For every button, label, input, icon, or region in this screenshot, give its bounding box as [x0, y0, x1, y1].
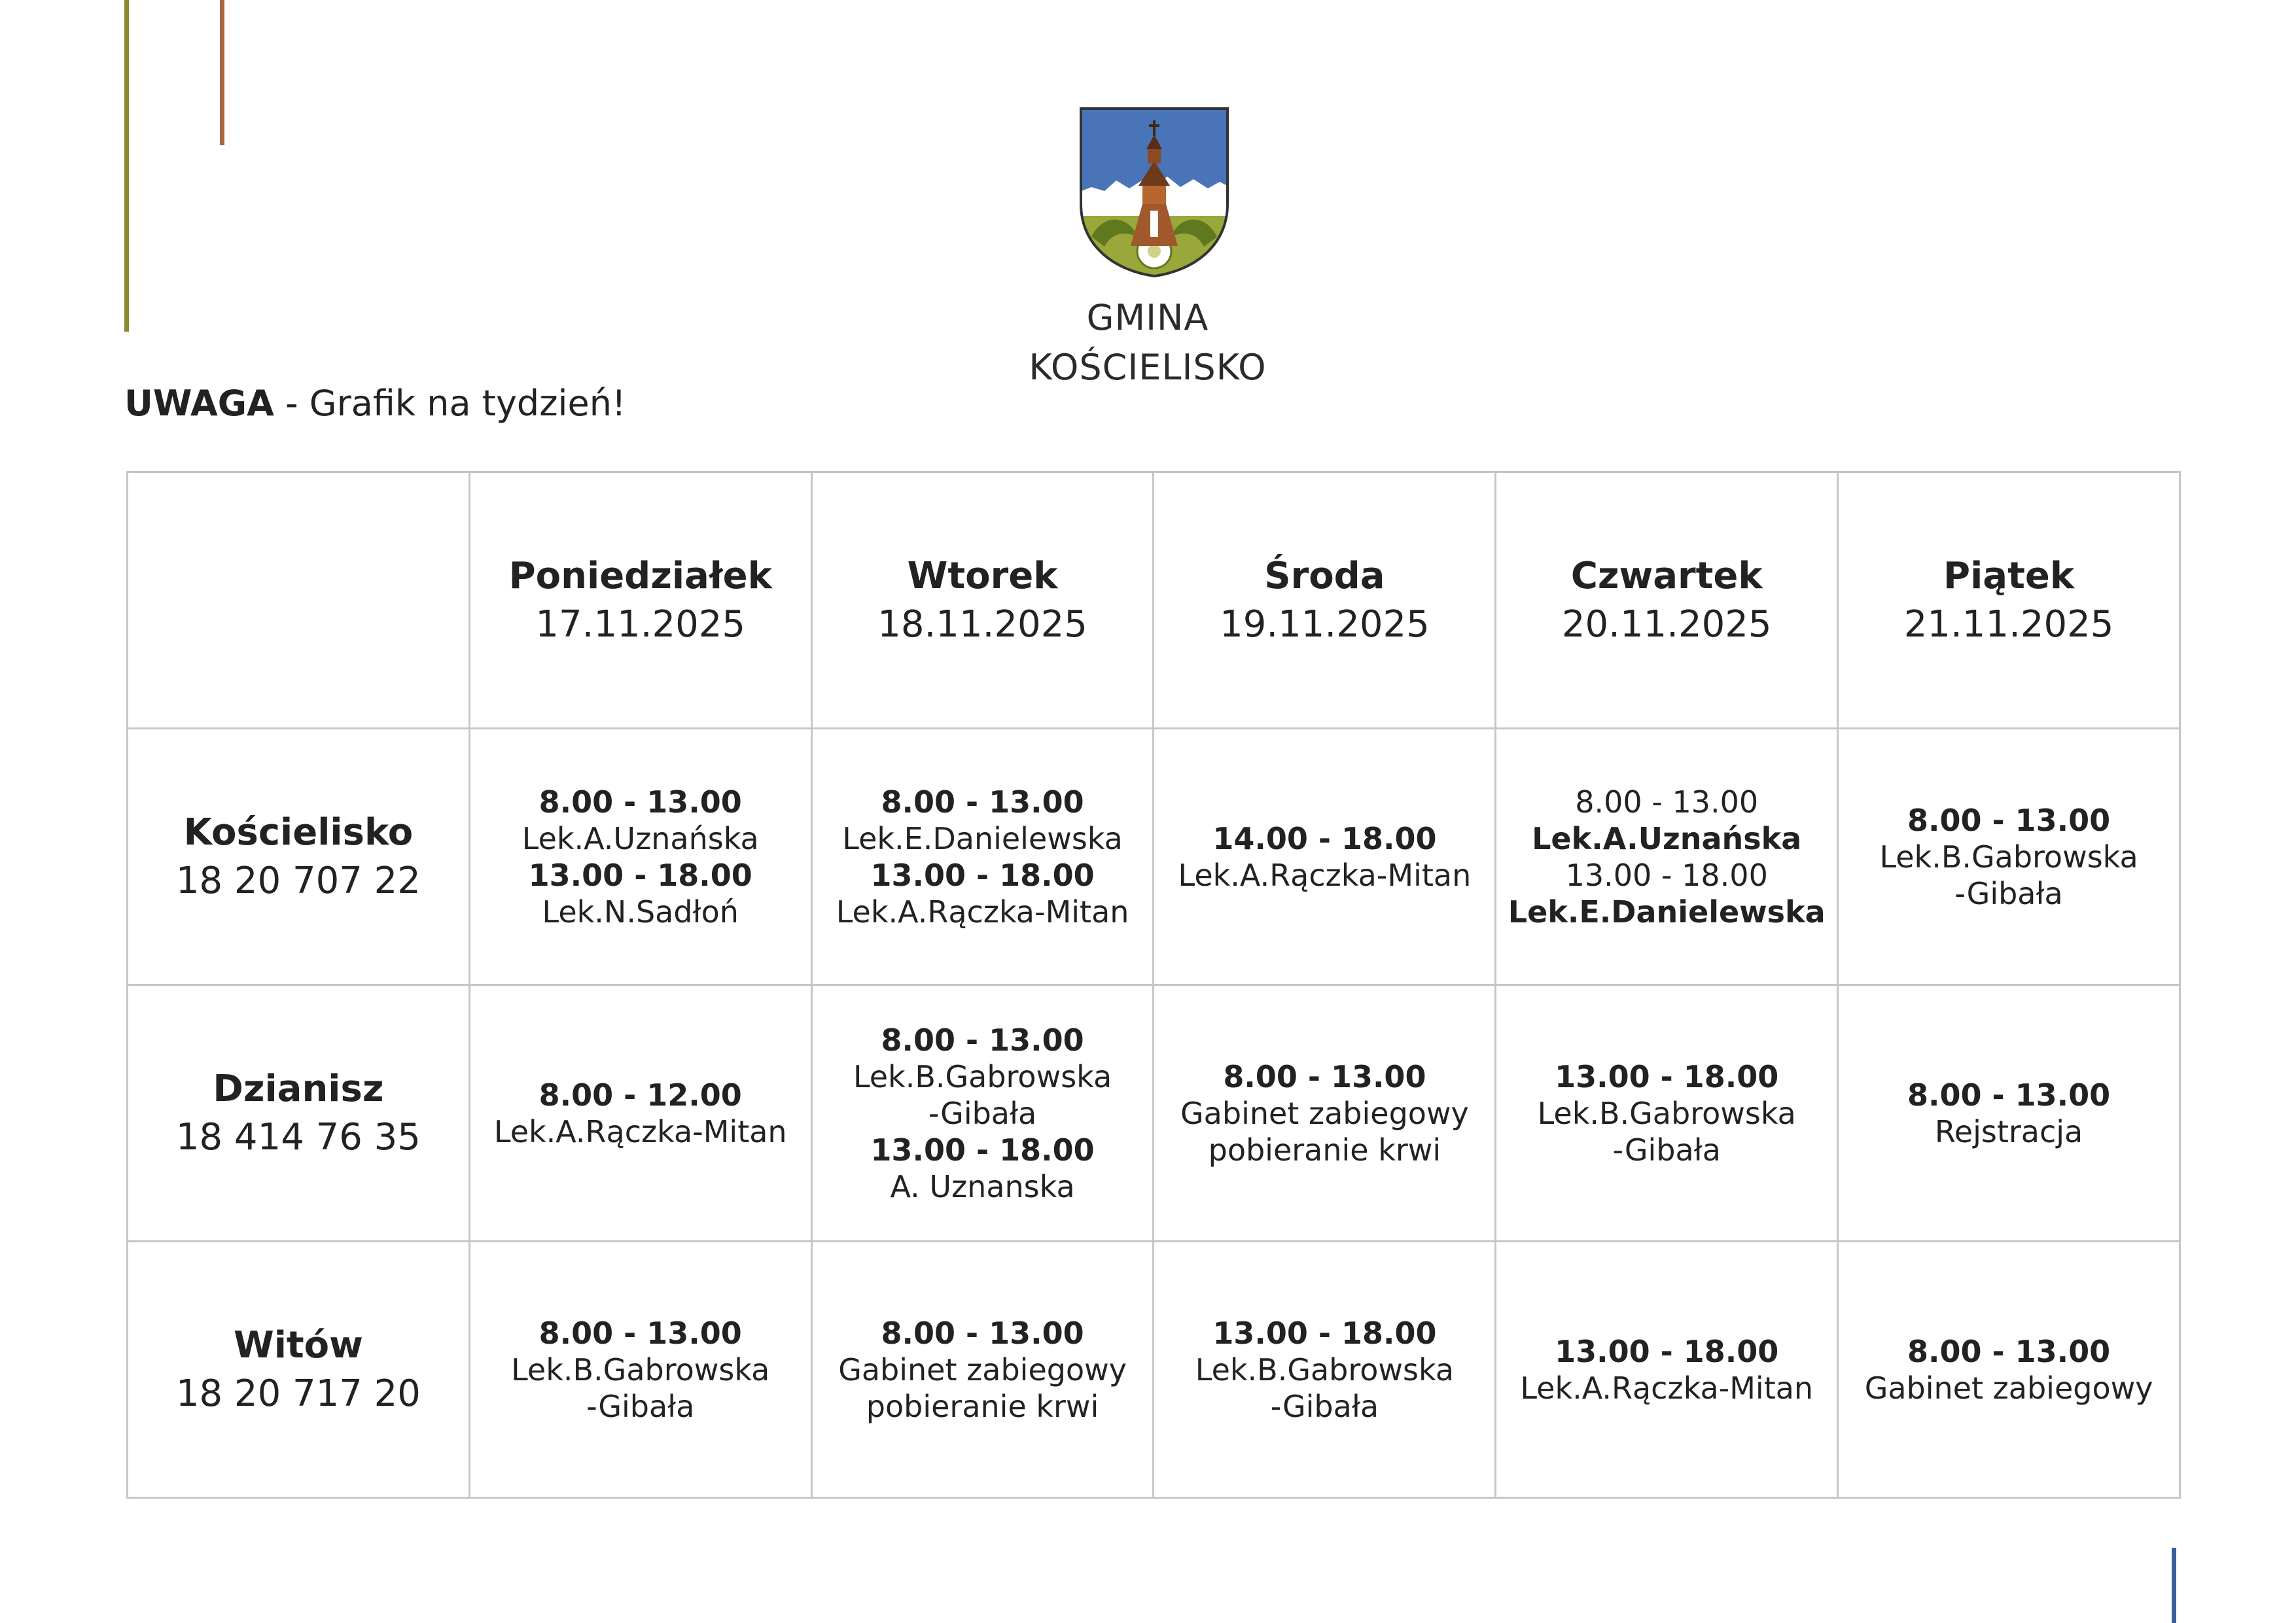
doctor: Lek.A.Uznańska: [1532, 820, 1802, 856]
hours: 8.00 - 13.00: [1223, 1058, 1426, 1094]
decorative-bar-blue: [2172, 1548, 2176, 1623]
service: pobieranie krwi: [866, 1388, 1099, 1424]
gmina-title: KOŚCIELISKO: [1029, 347, 1267, 388]
coat-of-arms-icon: [1078, 106, 1230, 279]
doctor: Lek.E.Danielewska: [842, 820, 1123, 856]
hours: 8.00 - 13.00: [539, 1315, 742, 1351]
doctor: -Gibała: [1612, 1132, 1721, 1168]
schedule-cell: [1154, 729, 1496, 985]
location-cell: [128, 729, 470, 985]
schedule-cell: [469, 985, 811, 1242]
schedule-cell: [1496, 985, 1838, 1242]
service: Gabinet zabiegowy: [838, 1352, 1127, 1387]
hours: 8.00 - 13.00: [1907, 802, 2111, 838]
location-name: Dzianisz: [213, 1067, 384, 1110]
doctor: Lek.B.Gabrowska: [1195, 1352, 1455, 1387]
location-name: Witów: [233, 1323, 363, 1367]
day-header-thursday: [1496, 472, 1838, 729]
doctor: Lek.A.Uznańska: [521, 820, 759, 856]
schedule-cell: [1838, 985, 2180, 1242]
notice-bold: UWAGA: [124, 383, 274, 424]
schedule-cell: [1838, 1242, 2180, 1498]
service: Gabinet zabiegowy: [1864, 1370, 2153, 1406]
hours: 8.00 - 13.00: [881, 784, 1084, 820]
corner-cell: [128, 472, 470, 729]
doctor: Lek.B.Gabrowska: [1537, 1095, 1796, 1131]
day-name: Poniedziałek: [508, 554, 772, 597]
doctor: Lek.A.Rączka-Mitan: [1178, 857, 1472, 893]
service: pobieranie krwi: [1208, 1132, 1441, 1168]
location-name: Kościelisko: [183, 811, 414, 854]
day-date: 21.11.2025: [1903, 602, 2114, 646]
day-name: Piątek: [1943, 554, 2075, 597]
hours: 8.00 - 13.00: [1907, 1333, 2111, 1369]
hours: 13.00 - 18.00: [1212, 1315, 1437, 1351]
hours: 13.00 - 18.00: [1565, 857, 1768, 893]
schedule-cell: [1154, 985, 1496, 1242]
location-phone: 18 20 707 22: [175, 859, 421, 902]
hours: 8.00 - 13.00: [539, 784, 742, 820]
table-row: [128, 729, 2180, 985]
doctor: Lek.A.Rączka-Mitan: [1520, 1370, 1814, 1406]
doctor: Lek.B.Gabrowska: [511, 1352, 770, 1387]
doctor: Lek.N.Sadłoń: [542, 894, 739, 930]
day-name: Wtorek: [907, 554, 1058, 597]
day-date: 17.11.2025: [535, 602, 746, 646]
schedule-cell: [469, 729, 811, 985]
location-phone: 18 20 717 20: [175, 1372, 421, 1415]
schedule-cell: [811, 729, 1154, 985]
doctor: -Gibała: [1954, 875, 2063, 911]
doctor: Lek.A.Rączka-Mitan: [493, 1113, 787, 1149]
doctor: Lek.E.Danielewska: [1508, 894, 1826, 930]
doctor: Lek.B.Gabrowska: [1879, 839, 2138, 875]
hours: 13.00 - 18.00: [870, 857, 1095, 893]
schedule-table: [126, 471, 2181, 1499]
schedule-cell: [469, 1242, 811, 1498]
doctor: A. Uznanska: [890, 1168, 1075, 1204]
doctor: -Gibała: [1270, 1388, 1379, 1424]
schedule-cell: [1838, 729, 2180, 985]
hours: 13.00 - 18.00: [1555, 1333, 1779, 1369]
hours: 13.00 - 18.00: [1555, 1058, 1779, 1094]
notice: [124, 381, 626, 427]
gmina-label: GMINA: [1086, 297, 1209, 338]
hours: 8.00 - 13.00: [1575, 784, 1759, 820]
hours: 8.00 - 13.00: [881, 1315, 1084, 1351]
table-row: [128, 1242, 2180, 1498]
day-date: 20.11.2025: [1561, 602, 1772, 646]
service: Gabinet zabiegowy: [1180, 1095, 1469, 1131]
location-cell: [128, 985, 470, 1242]
schedule-cell: [1496, 729, 1838, 985]
day-name: Środa: [1264, 554, 1385, 597]
doctor: Lek.B.Gabrowska: [853, 1058, 1112, 1094]
hours: 14.00 - 18.00: [1212, 820, 1437, 856]
hours: 13.00 - 18.00: [528, 857, 752, 893]
hours: 13.00 - 18.00: [870, 1132, 1095, 1168]
schedule-cell: [811, 985, 1154, 1242]
gmina-name: [821, 293, 1475, 393]
day-header-monday: [469, 472, 811, 729]
service: Rejstracja: [1934, 1113, 2083, 1149]
decorative-bar-brown: [220, 0, 224, 145]
decorative-bar-olive: [124, 0, 129, 332]
day-name: Czwartek: [1570, 554, 1763, 597]
hours: 8.00 - 12.00: [539, 1077, 742, 1113]
schedule-cell: [1496, 1242, 1838, 1498]
schedule-cell: [1154, 1242, 1496, 1498]
schedule-cell: [811, 1242, 1154, 1498]
hours: 8.00 - 13.00: [881, 1022, 1084, 1058]
day-header-wednesday: [1154, 472, 1496, 729]
doctor: -Gibała: [586, 1388, 695, 1424]
header-row: [128, 472, 2180, 729]
day-header-tuesday: [811, 472, 1154, 729]
doctor: Lek.A.Rączka-Mitan: [836, 894, 1129, 930]
table-row: [128, 985, 2180, 1242]
hours: 8.00 - 13.00: [1907, 1077, 2111, 1113]
doctor: -Gibała: [928, 1095, 1037, 1131]
day-date: 18.11.2025: [877, 602, 1087, 646]
day-date: 19.11.2025: [1220, 602, 1430, 646]
location-cell: [128, 1242, 470, 1498]
notice-text: - Grafik na tydzień!: [274, 383, 626, 424]
day-header-friday: [1838, 472, 2180, 729]
location-phone: 18 414 76 35: [175, 1115, 421, 1159]
